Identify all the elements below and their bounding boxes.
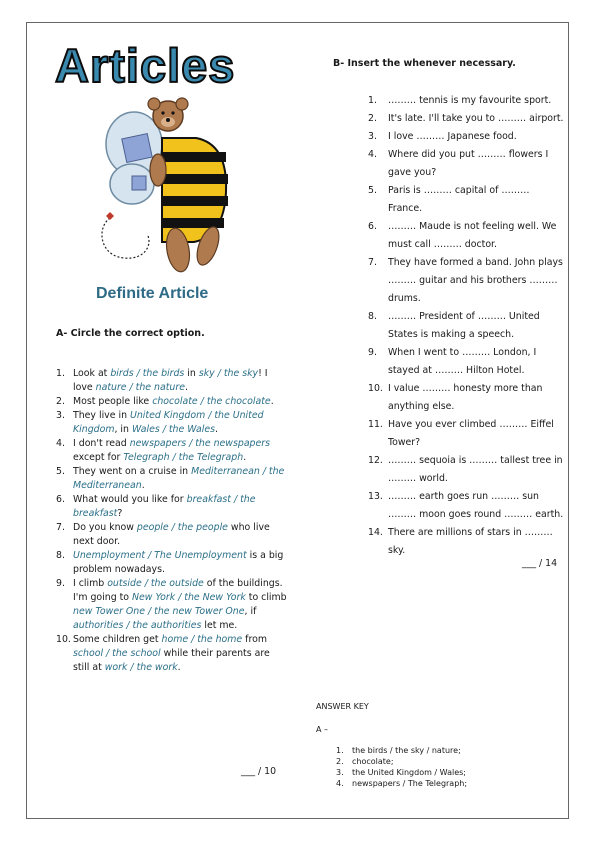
answer-option: home / the home: [161, 634, 243, 645]
item-text: They have formed a band. John plays ……… guitar and his brothers ……… drums.: [388, 257, 563, 304]
list-item: [368, 524, 564, 560]
item-text: .: [270, 396, 274, 407]
list-item: [336, 756, 467, 767]
answer-option: new Tower One / the new Tower One: [73, 606, 245, 617]
section-b-score: ___ / 14: [522, 558, 558, 569]
item-text: Where did you put ……… flowers I gave you?: [388, 149, 549, 178]
list-item: [56, 367, 288, 395]
answer-option: newspapers / the newspapers: [129, 438, 271, 449]
item-text: ……… earth goes run ……… sun ……… moon goes round ……… earth.: [388, 491, 564, 520]
item-text: I climb: [73, 578, 108, 589]
item-number: 6.: [368, 221, 377, 232]
answer-option: Telegraph / the Telegraph: [123, 452, 244, 463]
section-b-instruction: B- Insert the whenever necessary.: [333, 58, 516, 69]
list-item: [368, 254, 564, 308]
item-number: 10.: [56, 634, 71, 645]
item-number: 3.: [368, 131, 377, 142]
item-text: the United Kingdom / Wales;: [352, 768, 466, 777]
item-text: Look at: [73, 368, 111, 379]
item-number: 9.: [56, 578, 65, 589]
item-number: 5.: [368, 185, 377, 196]
item-number: 4.: [56, 438, 65, 449]
item-text: Paris is ……… capital of ……… France.: [388, 185, 530, 214]
answer-option: Unemployment / The Unemployment: [73, 550, 247, 561]
item-text: They went on a cruise in: [73, 466, 192, 477]
list-item: [56, 493, 288, 521]
section-a-questions: [56, 367, 288, 675]
item-text: chocolate;: [352, 757, 394, 766]
item-text: It's late. I'll take you to ……… airport.: [388, 113, 564, 124]
section-a-score: ___ / 10: [241, 766, 277, 777]
bee-bear-letter-d-icon: [96, 96, 256, 276]
item-number: 1.: [336, 746, 344, 755]
list-item: [336, 767, 467, 778]
list-item: [56, 409, 288, 437]
item-number: 10.: [368, 383, 383, 394]
list-item: [336, 745, 467, 756]
item-text: Have you ever climbed ……… Eiffel Tower?: [388, 419, 554, 448]
answer-option: authorities / the authorities: [73, 620, 202, 631]
answer-option: chocolate / the chocolate: [152, 396, 271, 407]
list-item: [368, 128, 564, 146]
list-item: [368, 452, 564, 488]
list-item: [56, 521, 288, 549]
item-text: ?: [117, 508, 123, 519]
item-number: 7.: [368, 257, 377, 268]
answer-option: birds / the birds: [110, 368, 185, 379]
list-item: [56, 633, 288, 675]
list-item: [368, 416, 564, 452]
answer-option: outside / the outside: [107, 578, 204, 589]
item-number: 9.: [368, 347, 377, 358]
list-item: [56, 549, 288, 577]
item-text: in: [184, 368, 199, 379]
item-text: , in: [114, 424, 132, 435]
item-text: , if: [244, 606, 257, 617]
item-text: Do you know: [73, 522, 137, 533]
item-text: Most people like: [73, 396, 153, 407]
item-text: ……… Maude is not feeling well. We must call ……… doctor.: [388, 221, 557, 250]
item-text: I value ……… honesty more than anything else.: [388, 383, 543, 412]
item-text: ……… tennis is my favourite sport.: [388, 95, 552, 106]
item-text: the birds / the sky / nature;: [352, 746, 461, 755]
item-text: .: [184, 382, 188, 393]
answer-key-list: [336, 745, 467, 789]
item-number: 2.: [336, 757, 344, 766]
item-text: When I went to ……… London, I stayed at ……… Hilton Hotel.: [388, 347, 537, 376]
item-text: .: [141, 480, 145, 491]
item-number: 3.: [56, 410, 65, 421]
item-text: I don't read: [73, 438, 130, 449]
answer-key-section-label: A –: [316, 725, 329, 734]
answer-option: United Kingdom / the United Kingdom: [73, 410, 264, 435]
item-number: 5.: [56, 466, 65, 477]
item-number: 2.: [368, 113, 377, 124]
item-number: 1.: [56, 368, 65, 379]
item-text: let me.: [201, 620, 238, 631]
item-text: except for: [73, 452, 124, 463]
list-item: [368, 488, 564, 524]
list-item: [56, 437, 288, 465]
list-item: [56, 577, 288, 633]
item-number: 8.: [56, 550, 65, 561]
item-number: 13.: [368, 491, 383, 502]
item-number: 2.: [56, 396, 65, 407]
item-text: ……… President of ……… United States is making a speech.: [388, 311, 540, 340]
answer-option: work / the work: [104, 662, 178, 673]
item-text: is a big problem nowadays.: [73, 550, 284, 575]
list-item: [368, 182, 564, 218]
answer-option: nature / the nature: [95, 382, 185, 393]
section-b-questions: [368, 92, 564, 560]
list-item: [368, 110, 564, 128]
item-text: while their parents are still at: [73, 648, 270, 673]
item-number: 11.: [368, 419, 383, 430]
list-item: [368, 380, 564, 416]
answer-option: people / the people: [136, 522, 228, 533]
item-number: 1.: [368, 95, 377, 106]
item-number: 3.: [336, 768, 344, 777]
item-number: 8.: [368, 311, 377, 322]
item-number: 14.: [368, 527, 383, 538]
item-text: ……… sequoia is ……… tallest tree in ……… world.: [388, 455, 563, 484]
item-number: 7.: [56, 522, 65, 533]
page-title: Articles: [55, 39, 236, 92]
list-item: [336, 778, 467, 789]
item-text: I love ……… Japanese food.: [388, 131, 517, 142]
item-number: 4.: [368, 149, 377, 160]
item-number: 6.: [56, 494, 65, 505]
item-text: .: [177, 662, 181, 673]
section-heading: Definite Article: [96, 285, 209, 302]
item-text: Some children get: [73, 634, 162, 645]
item-text: There are millions of stars in ……… sky.: [388, 527, 553, 556]
item-text: who live next door.: [73, 522, 270, 547]
item-text: to climb: [245, 592, 287, 603]
answer-option: Wales / the Wales: [131, 424, 215, 435]
list-item: [368, 344, 564, 380]
answer-key-title: ANSWER KEY: [316, 702, 369, 711]
section-a-instruction: A- Circle the correct option.: [56, 328, 205, 339]
item-number: 12.: [368, 455, 383, 466]
list-item: [368, 146, 564, 182]
list-item: [368, 218, 564, 254]
list-item: [368, 92, 564, 110]
answer-option: New York / the New York: [132, 592, 246, 603]
item-text: What would you like for: [73, 494, 187, 505]
list-item: [56, 395, 288, 409]
list-item: [368, 308, 564, 344]
answer-option: breakfast / the breakfast: [73, 494, 256, 519]
item-text: newspapers / The Telegraph;: [352, 779, 468, 788]
item-text: of the buildings. I'm going to: [73, 578, 283, 603]
answer-option: Mediterranean / the Mediterranean: [73, 466, 285, 491]
item-text: .: [214, 424, 218, 435]
item-number: 4.: [336, 779, 344, 788]
item-text: ! I love: [73, 368, 268, 393]
item-text: They live in: [73, 410, 130, 421]
list-item: [56, 465, 288, 493]
answer-option: sky / the sky: [198, 368, 259, 379]
item-text: .: [243, 452, 247, 463]
item-text: from: [242, 634, 267, 645]
answer-option: school / the school: [73, 648, 161, 659]
